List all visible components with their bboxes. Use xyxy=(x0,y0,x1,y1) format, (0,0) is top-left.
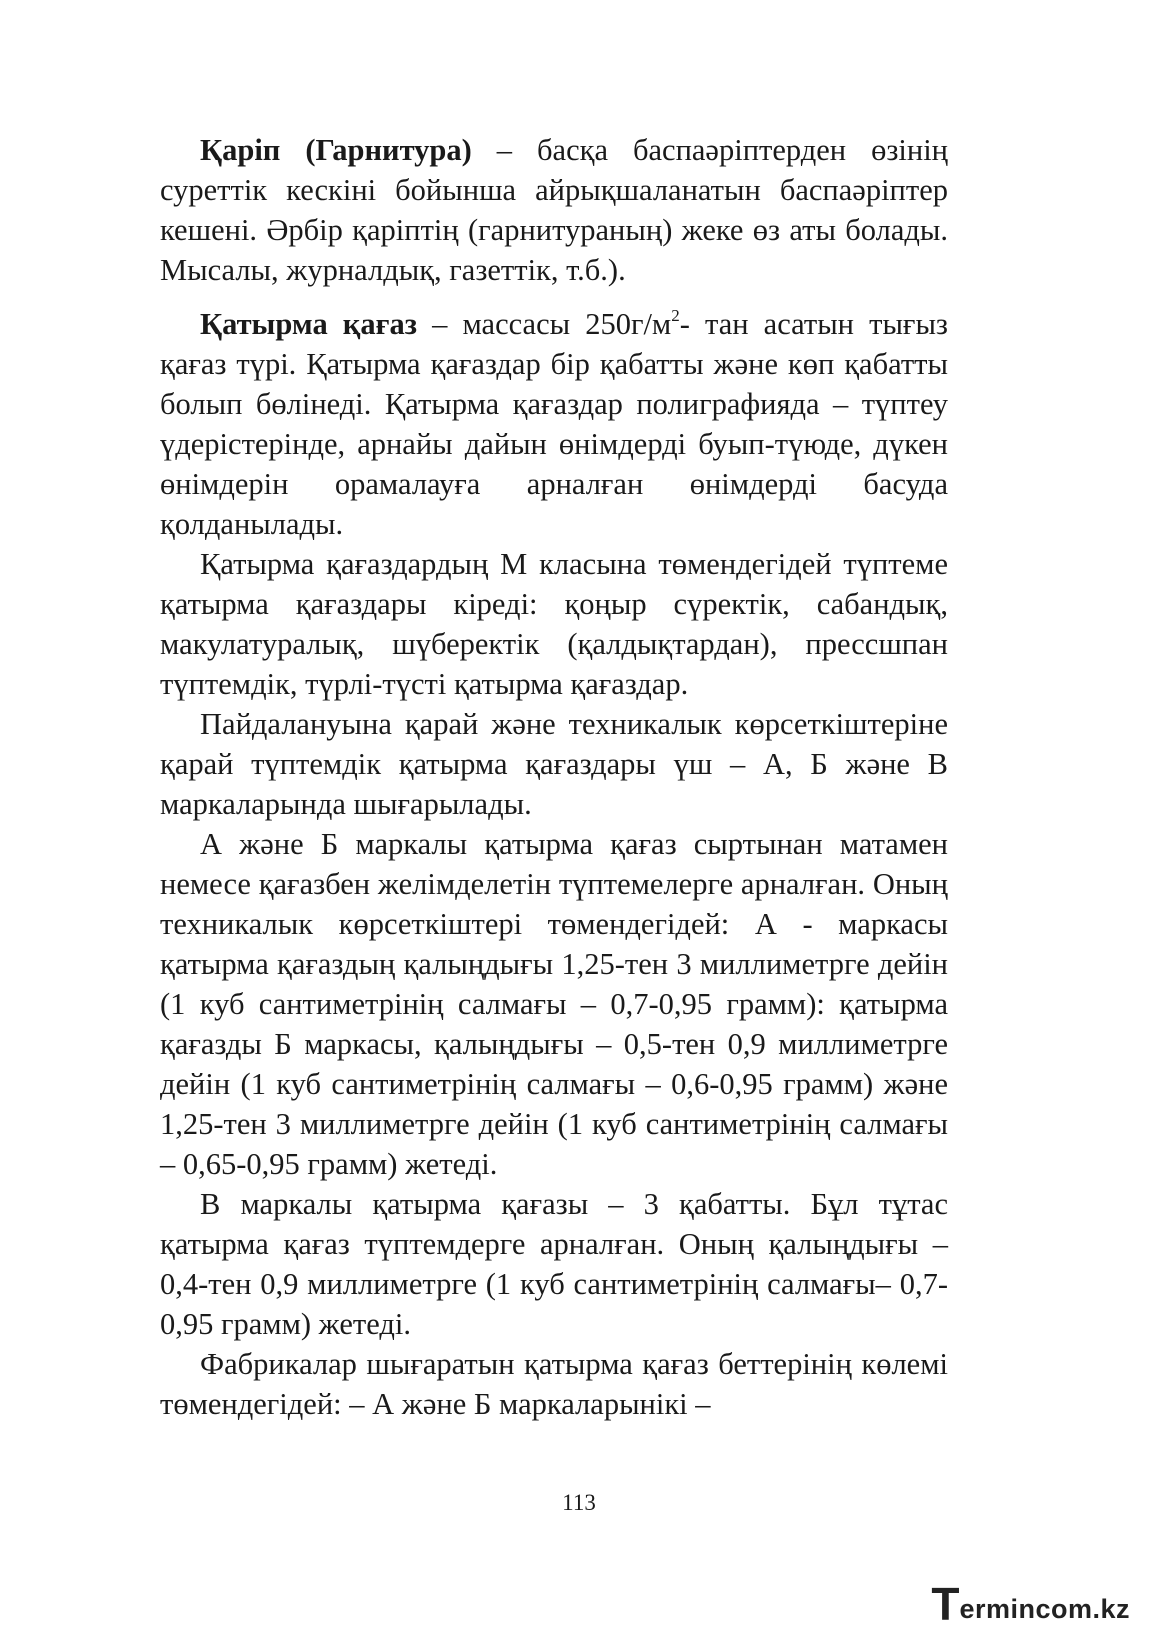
term-karip: Қаріп (Гарнитура) xyxy=(200,133,472,167)
term-katyrma-kagaz: Қатырма қағаз xyxy=(200,307,417,341)
paragraph-m-class xyxy=(160,544,948,704)
paragraph-text: Фабрикалар шығаратын қатырма қағаз беттерінің көлемі төмендегідей: – А және Б маркаларынікі – xyxy=(160,1347,948,1421)
logo-letter-t: T xyxy=(931,1578,960,1630)
paragraph-a-b-marks xyxy=(160,824,948,1184)
paragraph-text: В маркалы қатырма қағазы – 3 қабатты. Бұл тұтас қатырма қағаз түптемдерге арналған. Оның қалыңдығы – 0,4-тен 0,9 миллиметрге (1 куб сантиметрінің салмағы– 0,7-0,95 грамм) жетеді. xyxy=(160,1187,948,1341)
definition-katyrma-part2: - тан асатын тығыз қағаз түрі. Қатырма қағаздар бір қабатты және көп қабатты болып бөлінеді. Қатырма қағаздар полиграфияда – түптеу үдерістерінде, арнайы дайын өнімдерді буып-түюде, дүкен өнімдерін орамалауға арналған өнімдерді басуда қолданылады. xyxy=(160,307,948,541)
paragraph-text: Пайдалануына қарай және техникалык көрсеткіштеріне қарай түптемдік қатырма қағаздары үш – А, Б және В маркаларында шығарылады. xyxy=(160,707,948,821)
paragraph-katyrma-definition xyxy=(160,304,948,544)
definition-katyrma-part1: – массасы 250г/м xyxy=(416,307,672,341)
superscript-2: 2 xyxy=(671,305,680,325)
paragraph-text: А және Б маркалы қатырма қағаз сыртынан матамен немесе қағазбен желімделетін түптемелерге арналған. Оның техникалык көрсеткіштері төмендегідей: А - маркасы қатырма қағаздың қалыңдығы 1,25-тен 3 миллиметрге дейін (1 куб сантиметрінің салмағы – 0,7-0,95 грамм): қатырма қағазды Б маркасы, қалыңдығы – 0,5-тен 0,9 миллиметрге дейін (1 куб сантиметрінің салмағы – 0,6-0,95 грамм) және 1,25-тен 3 миллиметрге дейін (1 куб сантиметрінің салмағы – 0,65-0,95 грамм) жетеді. xyxy=(160,827,948,1181)
termincom-logo xyxy=(931,1578,1130,1630)
paragraph-text: Қатырма қағаздардың М класына төмендегідей түптеме қатырма қағаздары кіреді: қоңыр сүректік, сабандық, макулатуралық, шүберектік (қалдықтардан), прессшпан түптемдік, түрлі-түсті қатырма қағаздар. xyxy=(160,547,948,701)
paragraph-marks xyxy=(160,704,948,824)
paragraph-v-mark xyxy=(160,1184,948,1344)
paragraph-kariп-definition xyxy=(160,130,948,290)
definition-karip: – басқа баспаәріптерден өзінің суреттік кескіні бойынша айрықшаланатын баспаәріптер кешені. Әрбір қаріптің (гарнитураның) жеке өз аты болады. Мысалы, журналдық, газеттік, т.б.). xyxy=(160,133,948,287)
page-number: 113 xyxy=(562,1490,596,1515)
logo-text: ermincom.kz xyxy=(959,1594,1130,1624)
page-body xyxy=(160,130,948,1424)
paragraph-factories xyxy=(160,1344,948,1424)
